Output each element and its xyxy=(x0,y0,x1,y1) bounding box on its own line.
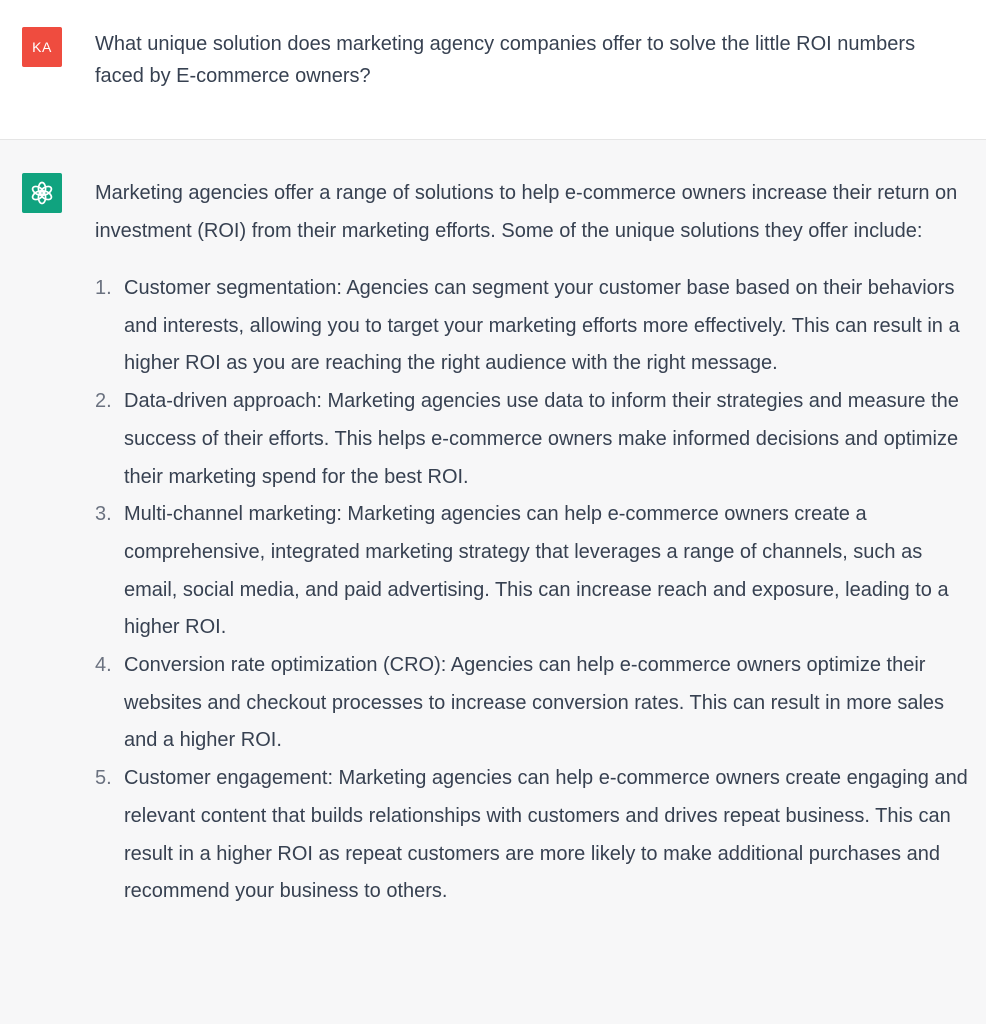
list-item-number: 5. xyxy=(95,767,112,790)
list-item xyxy=(95,496,975,647)
list-item-text: Multi-channel marketing: Marketing agencies can help e-commerce owners create a comprehensive, integrated marketing strategy that leverages a range of channels, such as email, social media, and paid advertising. This can increase reach and exposure, leading to a higher ROI. xyxy=(124,503,949,639)
list-item-number: 1. xyxy=(95,277,112,299)
list-item xyxy=(95,760,975,911)
user-message-row xyxy=(0,0,986,140)
list-item-text: Conversion rate optimization (CRO): Agencies can help e-commerce owners optimize their websites and checkout processes to increase conversion rates. This can result in more sales and a higher ROI. xyxy=(124,654,945,752)
openai-logo-icon xyxy=(29,180,55,206)
list-item-number: 4. xyxy=(95,654,112,677)
list-item-number: 3. xyxy=(95,503,112,526)
list-item-text: Data-driven approach: Marketing agencies use data to inform their strategies and measure the success of their efforts. This helps e-commerce owners make informed decisions and optimize their marketing spend for the best ROI. xyxy=(124,390,959,488)
solutions-list xyxy=(95,270,975,911)
list-item-text: Customer segmentation: Agencies can segment your customer base based on their behaviors and interests, allowing you to target your marketing efforts more effectively. This can result in a higher ROI as you are reaching the right audience with the right message. xyxy=(124,277,960,375)
list-item xyxy=(95,383,975,496)
list-item-text: Customer engagement: Marketing agencies can help e-commerce owners create engaging and relevant content that builds relationships with customers and drives repeat business. This can result in a higher ROI as repeat customers are more likely to make additional purchases and recommend your business to others. xyxy=(124,767,968,903)
assistant-intro-text: Marketing agencies offer a range of solutions to help e-commerce owners increase their return on investment (ROI) from their marketing efforts. Some of the unique solutions they offer include: xyxy=(95,182,958,242)
user-message-text: What unique solution does marketing agency companies offer to solve the little ROI numbers faced by E-commerce owners? xyxy=(95,33,916,87)
list-item xyxy=(95,270,975,383)
assistant-message-row xyxy=(0,140,986,1024)
list-item-number: 2. xyxy=(95,390,112,413)
assistant-avatar xyxy=(22,173,62,213)
assistant-message-body xyxy=(95,175,975,911)
user-avatar xyxy=(22,27,62,67)
user-avatar-initials: KA xyxy=(32,39,52,55)
list-item xyxy=(95,647,975,760)
